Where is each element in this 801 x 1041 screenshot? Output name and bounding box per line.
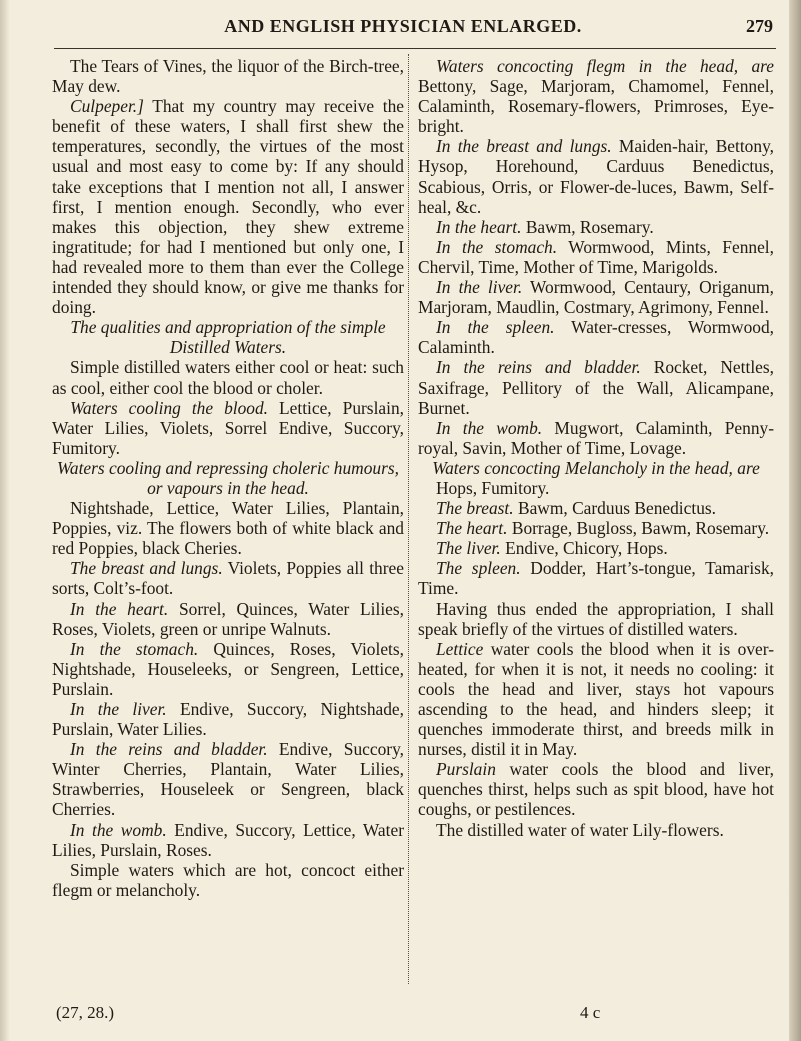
left-column (52, 56, 404, 900)
paragraph-text: Simple waters which are hot, concoct either flegm or melancholy. (52, 859, 404, 900)
paragraph-text: Endive, Chicory, Hops. (500, 538, 668, 559)
paragraph-text: Lettice, Purslain, Water Lilies, Violets, Sorrel Endive, Succory, Fumitory. (52, 397, 404, 458)
page-number: 279 (746, 16, 773, 36)
running-head: AND ENGLISH PHYSICIAN ENLARGED. (224, 16, 582, 36)
paragraph-text: Endive, Succory, Lettice, Water Lilies, Purslain, Roses. (52, 819, 404, 860)
paragraph (52, 357, 404, 397)
paragraph-lead: The spleen. (436, 558, 521, 579)
paragraph-lead: The breast and lungs. (70, 558, 223, 579)
paragraph (418, 277, 774, 317)
paragraph-lead: The liver. (436, 538, 501, 559)
paragraph (418, 538, 774, 558)
paragraph (418, 136, 774, 216)
page-gutter-shadow (0, 0, 10, 1041)
paragraph (52, 639, 404, 699)
paragraph-lead: Waters cooling the blood. (70, 397, 269, 418)
paragraph (52, 96, 404, 317)
paragraph (52, 498, 404, 558)
paragraph-lead: The breast. (436, 498, 514, 519)
paragraph-text: Mugwort, Calaminth, Penny-royal, Savin, Mother of Time, Lovage. (418, 417, 775, 458)
paragraph-text: Borrage, Bugloss, Bawm, Rosemary. (507, 518, 770, 539)
section-heading: Waters cooling and repressing choleric humours, or vapours in the head. (57, 457, 399, 498)
paragraph-lead: In the spleen. (436, 317, 555, 338)
paragraph (418, 418, 774, 458)
paragraph-text: The Tears of Vines, the liquor of the Birch-tree, May dew. (52, 56, 404, 97)
paragraph-text: Having thus ended the appropriation, I shall speak briefly of the virtues of distilled waters. (418, 598, 774, 639)
paragraph-lead: In the womb. (70, 819, 167, 840)
paragraph-lead: Culpeper.] (70, 96, 144, 117)
section-heading: Waters concocting Melancholy in the head, are (432, 457, 760, 478)
paragraph (418, 478, 774, 498)
paragraph-text: water cools the blood when it is over-heated, for when it is not, it needs no cooling: it cools the head and liver, stays hot vapours ascending to the head, and hinders sleep; it quenches immoderate thirst, and breeds milk in nurses, distil it in May. (418, 638, 774, 760)
paragraph (418, 639, 774, 760)
header-rule (54, 48, 776, 49)
paragraph-text: Endive, Succory, Nightshade, Purslain, Water Lilies. (52, 699, 404, 740)
paragraph-text: Wormwood, Centaury, Origanum, Marjoram, Maudlin, Costmary, Agrimony, Fennel. (418, 277, 774, 318)
paragraph (418, 56, 774, 136)
paragraph (52, 739, 404, 819)
paragraph (418, 237, 774, 277)
paragraph-lead: In the liver. (436, 277, 523, 298)
paragraph (418, 357, 774, 417)
section-heading: The qualities and appropriation of the simple Distilled Waters. (70, 317, 386, 358)
paragraph-text: Hops, Fumitory. (436, 477, 550, 498)
paragraph-lead: In the reins and bladder. (436, 357, 641, 378)
paragraph-lead: In the heart. (70, 598, 169, 619)
paragraph (418, 599, 774, 639)
paragraph-text: Nightshade, Lettice, Water Lilies, Plantain, Poppies, viz. The flowers both of white black and red Poppies, black Cheries. (52, 498, 404, 559)
paragraph (52, 860, 404, 900)
paragraph (418, 820, 774, 840)
paragraph (52, 699, 404, 739)
paragraph-text: Bawm, Rosemary. (521, 216, 654, 237)
paragraph (52, 398, 404, 458)
paragraph (418, 558, 774, 598)
paragraph (52, 599, 404, 639)
paragraph-text: Endive, Succory, Winter Cherries, Plantain, Water Lilies, Strawberries, Houseleek or Sengreen, black Cherries. (52, 739, 404, 820)
paragraph-lead: Purslain (436, 759, 496, 780)
paragraph (52, 56, 404, 96)
signature-mark-right: 4 c (580, 1003, 601, 1022)
paragraph-text: Wormwood, Mints, Fennel, Chervil, Time, Mother of Time, Marigolds. (418, 236, 774, 277)
page-edge-shadow (789, 0, 801, 1041)
paragraph-lead: In the liver. (70, 699, 167, 719)
paragraph-text: water cools the blood and liver, quenches thirst, helps such as spit blood, have hot coughs, or pestilences. (418, 759, 774, 820)
paragraph (418, 217, 774, 237)
paragraph-text: Maiden-hair, Bettony, Hysop, Horehound, Carduus Benedictus, Scabious, Orris, or Flower-de-luces, Bawm, Self-heal, &c. (418, 136, 774, 217)
paragraph-text: Rocket, Nettles, Saxifrage, Pellitory of the Wall, Alicampane, Burnet. (418, 357, 774, 418)
paragraph (52, 558, 404, 598)
paragraph-text: Bettony, Sage, Marjoram, Chamomel, Fennel, Calaminth, Rosemary-flowers, Primroses, Eye-bright. (418, 76, 774, 137)
paragraph-text: Water-cresses, Wormwood, Calaminth. (418, 317, 775, 358)
right-column (418, 56, 774, 840)
paragraph (418, 317, 774, 357)
paragraph-lead: In the womb. (436, 417, 543, 438)
paragraph-text: Violets, Poppies all three sorts, Colt’s-foot. (52, 558, 404, 599)
signature-mark-left: (27, 28.) (56, 1003, 115, 1022)
paragraph-lead: In the stomach. (70, 638, 199, 659)
paragraph-text: Simple distilled waters either cool or heat: such as cool, either cool the blood or choler. (52, 357, 404, 398)
paragraph-text: Sorrel, Quinces, Water Lilies, Roses, Violets, green or unripe Walnuts. (52, 598, 405, 639)
paragraph-lead: In the breast and lungs. (436, 136, 612, 157)
paragraph-text: Dodder, Hart’s-tongue, Tamarisk, Time. (418, 558, 774, 599)
paragraph-lead: In the reins and bladder. (70, 739, 268, 760)
paragraph-lead: In the heart. (436, 216, 522, 237)
paragraph-text: The distilled water of water Lily-flowers. (436, 819, 724, 840)
paragraph (418, 518, 774, 538)
paragraph (418, 759, 774, 819)
paragraph-text: That my country may receive the benefit of these waters, I shall first shew the temperatures, secondly, the virtues of the most usual and most easy to come by: If any should take exceptions that I mention not all, I answer first, I mention enough. Secondly, who ever makes this objection, they shew extreme ingratitude; for had I mentioned but only one, I had revealed more to them than ever the College intended they should know, or give me thanks for doing. (52, 96, 404, 318)
paragraph-lead: The heart. (436, 518, 508, 539)
paragraph (52, 820, 404, 860)
column-divider (408, 54, 409, 984)
paragraph-lead: In the stomach. (436, 236, 558, 257)
paragraph-text: Quinces, Roses, Violets, Nightshade, Houseleeks, or Sengreen, Lettice, Purslain. (52, 638, 404, 699)
paragraph-lead: Waters concocting flegm in the head, are (436, 56, 774, 76)
paragraph-text: Bawm, Carduus Benedictus. (513, 498, 717, 519)
paragraph (418, 498, 774, 518)
paragraph-lead: Lettice (436, 638, 484, 659)
